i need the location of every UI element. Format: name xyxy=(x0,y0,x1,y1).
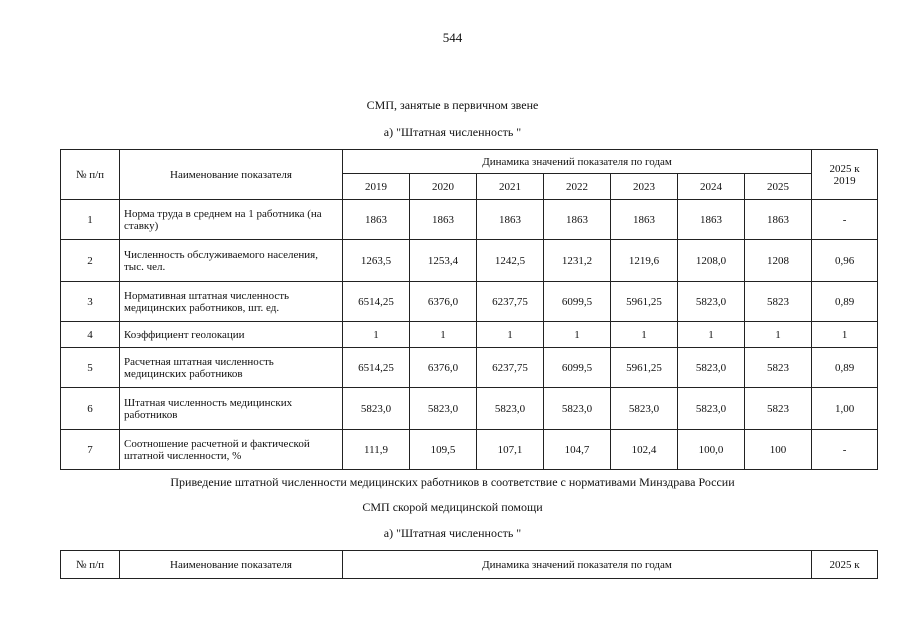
row-number: 5 xyxy=(61,348,120,388)
row-indicator-name: Коэффициент геолокации xyxy=(120,322,343,348)
row-value: 1 xyxy=(477,322,544,348)
table-row xyxy=(61,282,878,322)
row-value: 1208,0 xyxy=(678,240,745,282)
header-year: 2020 xyxy=(410,174,477,200)
row-value: 6376,0 xyxy=(410,282,477,322)
row-value: 6099,5 xyxy=(544,348,611,388)
row-value: 1263,5 xyxy=(343,240,410,282)
row-number: 1 xyxy=(61,200,120,240)
table-row xyxy=(61,200,878,240)
row-value: 102,4 xyxy=(611,430,678,470)
row-value: 1863 xyxy=(410,200,477,240)
row-value: 1 xyxy=(611,322,678,348)
row-value: 1863 xyxy=(343,200,410,240)
table-row xyxy=(61,240,878,282)
row-value: 5961,25 xyxy=(611,282,678,322)
row-indicator-name: Штатная численность медицинских работников xyxy=(120,388,343,430)
row-value: 5823 xyxy=(745,348,812,388)
row-value: 109,5 xyxy=(410,430,477,470)
header-year: 2024 xyxy=(678,174,745,200)
row-indicator-name: Соотношение расчетной и фактической штатной численности, % xyxy=(120,430,343,470)
footer-note: Приведение штатной численности медицинских работников в соответствие с нормативами Минздрава России xyxy=(170,475,735,489)
header-ratio: 2025 к xyxy=(812,551,878,579)
row-value: 111,9 xyxy=(343,430,410,470)
row-ratio: - xyxy=(812,430,878,470)
row-value: 5823 xyxy=(745,388,812,430)
row-value: 1219,6 xyxy=(611,240,678,282)
row-ratio: 0,89 xyxy=(812,282,878,322)
row-value: 1242,5 xyxy=(477,240,544,282)
row-value: 6514,25 xyxy=(343,282,410,322)
row-ratio: - xyxy=(812,200,878,240)
row-value: 5823,0 xyxy=(477,388,544,430)
header-year: 2019 xyxy=(343,174,410,200)
row-ratio: 1 xyxy=(812,322,878,348)
row-value: 5823,0 xyxy=(544,388,611,430)
row-value: 1863 xyxy=(611,200,678,240)
header-num: № п/п xyxy=(61,551,120,579)
row-number: 2 xyxy=(61,240,120,282)
row-value: 1 xyxy=(410,322,477,348)
row-ratio: 1,00 xyxy=(812,388,878,430)
row-value: 1208 xyxy=(745,240,812,282)
header-name: Наименование показателя xyxy=(120,150,343,200)
row-value: 6237,75 xyxy=(477,348,544,388)
row-value: 1863 xyxy=(544,200,611,240)
row-number: 6 xyxy=(61,388,120,430)
row-value: 107,1 xyxy=(477,430,544,470)
row-value: 100,0 xyxy=(678,430,745,470)
indicators-table-2 xyxy=(60,550,878,579)
row-indicator-name: Численность обслуживаемого населения, тыс. чел. xyxy=(120,240,343,282)
row-value: 5823,0 xyxy=(678,282,745,322)
row-indicator-name: Нормативная штатная численность медицинских работников, шт. ед. xyxy=(120,282,343,322)
header-year: 2025 xyxy=(745,174,812,200)
section-title: СМП, занятые в первичном звене xyxy=(366,98,539,112)
row-ratio: 0,96 xyxy=(812,240,878,282)
row-value: 5961,25 xyxy=(611,348,678,388)
row-number: 4 xyxy=(61,322,120,348)
row-value: 1 xyxy=(343,322,410,348)
header-year: 2023 xyxy=(611,174,678,200)
indicators-table xyxy=(60,149,878,470)
header-ratio: 2025 к 2019 xyxy=(812,150,878,200)
header-dynamics: Динамика значений показателя по годам xyxy=(343,150,812,174)
header-num: № п/п xyxy=(61,150,120,200)
section-subtitle: а) "Штатная численность " xyxy=(383,125,522,139)
section2-title: СМП скорой медицинской помощи xyxy=(362,500,543,514)
row-value: 104,7 xyxy=(544,430,611,470)
row-indicator-name: Расчетная штатная численность медицинских работников xyxy=(120,348,343,388)
row-value: 5823 xyxy=(745,282,812,322)
section2-subtitle: а) "Штатная численность " xyxy=(383,526,522,540)
row-value: 6099,5 xyxy=(544,282,611,322)
table-row xyxy=(61,348,878,388)
row-value: 5823,0 xyxy=(343,388,410,430)
row-indicator-name: Норма труда в среднем на 1 работника (на ставку) xyxy=(120,200,343,240)
row-number: 3 xyxy=(61,282,120,322)
row-value: 1253,4 xyxy=(410,240,477,282)
row-value: 6237,75 xyxy=(477,282,544,322)
row-value: 5823,0 xyxy=(678,388,745,430)
header-year: 2022 xyxy=(544,174,611,200)
header-name: Наименование показателя xyxy=(120,551,343,579)
row-number: 7 xyxy=(61,430,120,470)
row-value: 1 xyxy=(745,322,812,348)
row-ratio: 0,89 xyxy=(812,348,878,388)
page-number: 544 xyxy=(442,30,463,45)
row-value: 1 xyxy=(678,322,745,348)
row-value: 1 xyxy=(544,322,611,348)
row-value: 5823,0 xyxy=(410,388,477,430)
table-row xyxy=(61,430,878,470)
table-row xyxy=(61,322,878,348)
row-value: 6376,0 xyxy=(410,348,477,388)
row-value: 1231,2 xyxy=(544,240,611,282)
row-value: 100 xyxy=(745,430,812,470)
row-value: 5823,0 xyxy=(678,348,745,388)
row-value: 1863 xyxy=(678,200,745,240)
header-year: 2021 xyxy=(477,174,544,200)
row-value: 6514,25 xyxy=(343,348,410,388)
row-value: 5823,0 xyxy=(611,388,678,430)
table-row xyxy=(61,388,878,430)
row-value: 1863 xyxy=(477,200,544,240)
header-dynamics: Динамика значений показателя по годам xyxy=(343,551,812,579)
row-value: 1863 xyxy=(745,200,812,240)
